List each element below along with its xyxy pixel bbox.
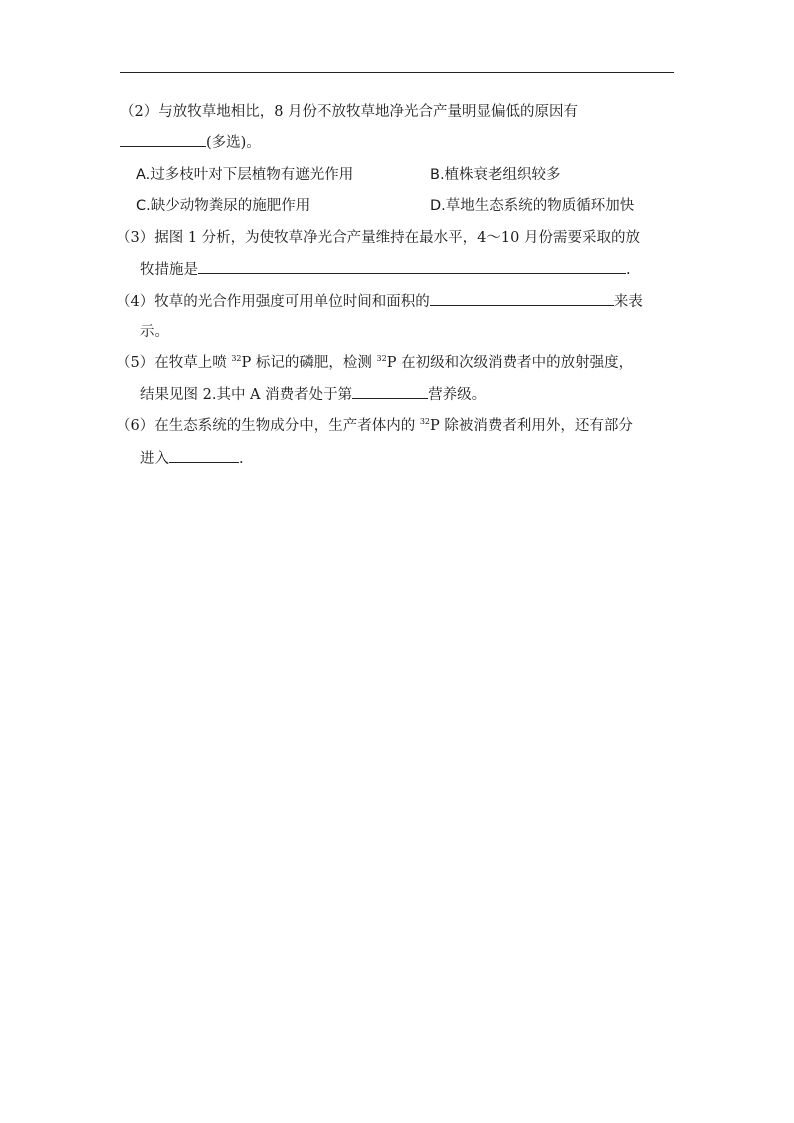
q3-line2 <box>140 259 631 280</box>
q5-line2 <box>140 384 486 405</box>
header-rule <box>120 72 674 73</box>
q5-isotope-sup-1: 32 <box>231 354 242 364</box>
q4-answer-blank[interactable] <box>430 291 614 306</box>
q6-line2 <box>140 448 244 469</box>
q6-line2-suffix: . <box>239 451 244 467</box>
q4-line1 <box>116 291 643 312</box>
q3-line2-prefix: 牧措施是 <box>140 262 198 278</box>
q6-answer-blank[interactable] <box>169 448 239 463</box>
q2-line2 <box>120 132 261 153</box>
q6-text-a: （6）在生态系统的生物成分中，生产者体内的 <box>116 418 420 434</box>
q6-line2-prefix: 进入 <box>140 451 169 467</box>
q2-option-d: D.草地生态系统的物质循环加快 <box>430 198 635 214</box>
q5-isotope-sup-2: 32 <box>376 354 387 364</box>
q5-line1 <box>116 353 633 373</box>
q2-option-b: B.植株衰老组织较多 <box>430 167 561 183</box>
q6-line1 <box>116 416 633 436</box>
q3-answer-blank[interactable] <box>198 259 626 274</box>
q5-line2-prefix: 结果见图 2.其中 A 消费者处于第 <box>140 387 353 403</box>
q4-line1-suffix: 来表 <box>613 294 643 310</box>
q2-option-a: A.过多枝叶对下层植物有遮光作用 <box>136 167 354 183</box>
q3-line2-suffix: . <box>626 262 631 278</box>
q3-line1: （3）据图 1 分析，为使牧草净光合产量维持在最水平，4～10 月份需要采取的放 <box>116 230 640 246</box>
q2-answer-blank[interactable] <box>120 132 206 147</box>
q2-line2-suffix: (多选)。 <box>206 135 261 151</box>
q6-isotope-sup: 32 <box>419 417 431 427</box>
q5-text-c: P 在初级和次级消费者中的放射强度， <box>386 355 634 371</box>
q2-option-c: C.缺少动物粪尿的施肥作用 <box>136 198 311 214</box>
q6-text-b: P 除被消费者利用外，还有部分 <box>430 418 633 434</box>
q5-line2-suffix: 营养级。 <box>428 387 487 403</box>
q2-line1: （2）与放牧草地相比，8 月份不放牧草地净光合产量明显偏低的原因有 <box>120 104 579 120</box>
q5-answer-blank[interactable] <box>352 384 428 399</box>
q5-text-a: （5）在牧草上喷 <box>116 355 232 371</box>
q4-line2: 示。 <box>140 324 169 340</box>
q5-text-b: P 标记的磷肥，检测 <box>241 355 377 371</box>
q4-line1-prefix: （4）牧草的光合作用强度可用单位时间和面积的 <box>116 294 430 310</box>
